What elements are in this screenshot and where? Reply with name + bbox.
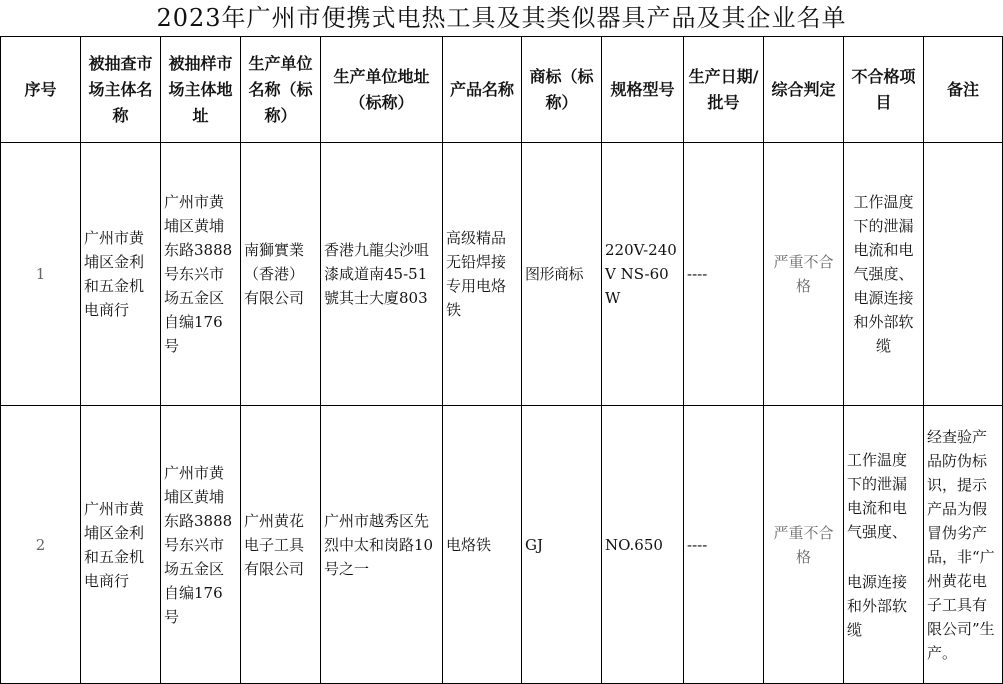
model-spec: NO.650 <box>602 406 684 684</box>
table-header-row <box>1 37 1003 143</box>
model-spec: 220V-240V NS-60W <box>602 143 684 406</box>
header-cell: 生产单位名称（标称） <box>241 37 321 143</box>
product-name: 高级精品无铅焊接专用电烙铁 <box>443 143 522 406</box>
header-cell: 不合格项目 <box>844 37 924 143</box>
market-entity-name: 广州市黄埔区金利和五金机电商行 <box>81 406 161 684</box>
market-entity-address: 广州市黄埔区黄埔东路3888号东兴市场五金区自编176号 <box>161 406 241 684</box>
brand: 图形商标 <box>522 143 602 406</box>
header-cell: 被抽查市场主体名称 <box>81 37 161 143</box>
market-entity-address: 广州市黄埔区黄埔东路3888号东兴市场五金区自编176号 <box>161 143 241 406</box>
batch-number: ---- <box>684 406 764 684</box>
header-cell: 综合判定 <box>764 37 844 143</box>
row-number: 1 <box>1 143 81 406</box>
table-row <box>1 143 1003 406</box>
producer-address: 香港九龍尖沙咀漆咸道南45-51號其士大廈803 <box>321 143 443 406</box>
market-entity-name: 广州市黄埔区金利和五金机电商行 <box>81 143 161 406</box>
remark <box>924 143 1003 406</box>
producer-name: 广州黄花电子工具有限公司 <box>241 406 321 684</box>
enterprise-list-table <box>0 36 1003 684</box>
header-cell: 序号 <box>1 37 81 143</box>
header-cell: 生产日期/批号 <box>684 37 764 143</box>
fail-items <box>844 406 924 684</box>
header-cell: 产品名称 <box>443 37 522 143</box>
fail-items-part-a: 工作温度下的泄漏电流和电气强度、 <box>847 450 908 541</box>
producer-name: 南獅實業（香港）有限公司 <box>241 143 321 406</box>
producer-address: 广州市越秀区先烈中太和岗路10号之一 <box>321 406 443 684</box>
page-title: 2023年广州市便携式电热工具及其类似器具产品及其企业名单 <box>156 4 847 32</box>
brand: GJ <box>522 406 602 684</box>
product-name: 电烙铁 <box>443 406 522 684</box>
verdict: 严重不合格 <box>764 406 844 684</box>
header-cell: 商标（标称） <box>522 37 602 143</box>
header-cell: 规格型号 <box>602 37 684 143</box>
remark: 经查验产品防伪标识，提示产品为假冒伪劣产品，非“广州黄花电子工具有限公司”生产。 <box>924 406 1003 684</box>
fail-items: 工作温度下的泄漏电流和电气强度、电源连接和外部软缆 <box>844 143 924 406</box>
row-number: 2 <box>1 406 81 684</box>
batch-number: ---- <box>684 143 764 406</box>
verdict: 严重不合格 <box>764 143 844 406</box>
header-cell: 被抽样市场主体地址 <box>161 37 241 143</box>
fail-items-part-b: 电源连接和外部软缆 <box>847 572 908 639</box>
header-cell: 备注 <box>924 37 1003 143</box>
table-row <box>1 406 1003 684</box>
header-cell: 生产单位地址（标称） <box>321 37 443 143</box>
